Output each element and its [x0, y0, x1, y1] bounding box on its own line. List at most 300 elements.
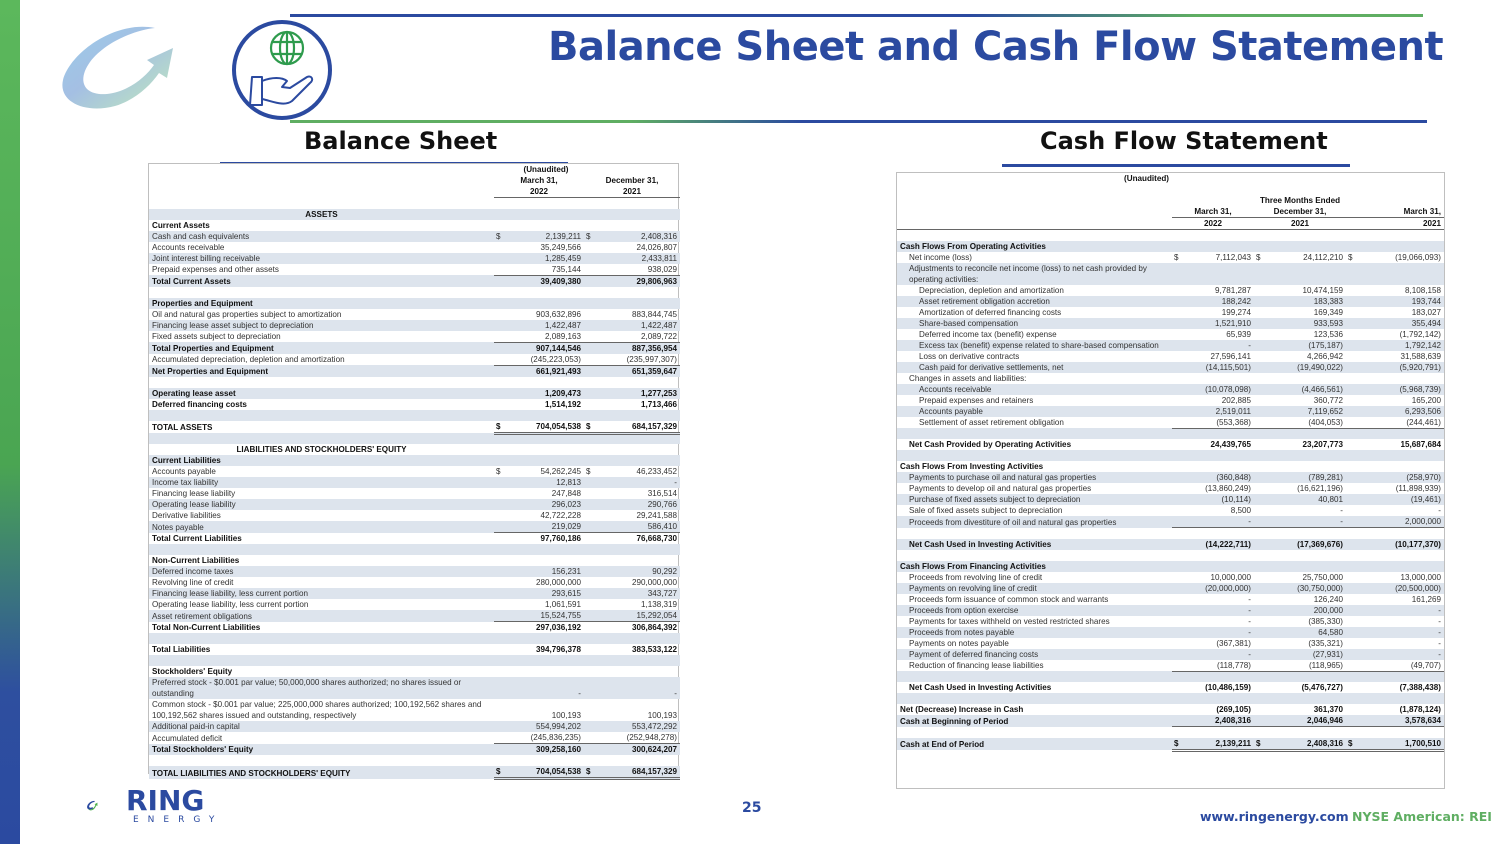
cf-value-col3: (5,920,791) [1360, 362, 1444, 373]
cf-currency-symbol [1172, 516, 1186, 528]
bs-row-label: Stockholders' Equity [152, 667, 233, 676]
bs-value-col1: - [508, 677, 584, 699]
bs-currency-symbol [584, 622, 598, 634]
bs-row [149, 622, 680, 634]
cf-value-col2: 126,240 [1313, 594, 1343, 604]
bs-row [149, 253, 680, 264]
cf-col3-heading: March 31, [1403, 207, 1441, 216]
bs-row [149, 588, 680, 599]
bs-currency-symbol [494, 732, 508, 744]
cf-value-col2: 24,112,210 [1303, 252, 1343, 262]
bs-value-col2 [598, 455, 680, 466]
bs-currency-symbol [494, 521, 508, 533]
bs-value-col1 [508, 209, 584, 220]
cf-row [897, 351, 1444, 362]
cf-currency-symbol [1172, 263, 1186, 285]
cf-currency-symbol [1346, 263, 1360, 285]
cf-value-col2: 4,266,942 [1306, 351, 1343, 361]
cf-value-col1: 24,439,765 [1210, 440, 1251, 449]
energy-logo-subtext: ENERGY [133, 815, 224, 825]
bs-currency-symbol [584, 577, 598, 588]
cf-row [897, 417, 1444, 429]
cf-currency-symbol: $ [1174, 252, 1179, 262]
cf-currency-symbol [1346, 494, 1360, 505]
bs-value-col2: 1,277,253 [598, 388, 680, 399]
cf-row-label: Net Cash Used in Investing Activities [897, 539, 1172, 550]
bs-row [149, 766, 680, 779]
cf-value-col1: (13,860,249) [1205, 484, 1251, 493]
cf-value-col3: 3,578,634 [1360, 715, 1444, 727]
cf-currency-symbol [1254, 296, 1268, 307]
cf-value-col2: 360,772 [1313, 395, 1343, 405]
cf-row-label: Payments on notes payable [909, 638, 1009, 648]
cf-col1-heading: March 31, [1194, 207, 1232, 216]
bs-currency-symbol [584, 209, 598, 220]
cf-row [897, 715, 1444, 727]
bs-value-col2: 938,029 [598, 264, 680, 276]
bs-row [149, 633, 680, 644]
bs-col1-year: 2022 [494, 186, 584, 198]
cf-value-col3: (49,707) [1360, 660, 1444, 672]
bs-value-col1: 2,139,211 [508, 231, 584, 242]
cf-row [897, 384, 1444, 395]
bs-currency-symbol [494, 599, 508, 610]
bs-col1-heading: March 31, [520, 176, 558, 185]
cf-span-label: Three Months Ended [1259, 196, 1341, 205]
cf-currency-symbol [1172, 340, 1186, 351]
bs-currency-symbol [494, 253, 508, 264]
cf-currency-symbol [1172, 539, 1186, 550]
bs-currency-symbol [494, 242, 508, 253]
cf-currency-symbol [1172, 307, 1186, 318]
cf-spacer [897, 693, 1444, 704]
cf-value-col1: 1,521,910 [1186, 318, 1254, 329]
bs-value-col1: 42,722,228 [540, 511, 581, 520]
bs-row-label: Prepaid expenses and other assets [152, 265, 279, 274]
cf-row [897, 461, 1444, 472]
left-accent-bar [0, 0, 20, 844]
cf-row [897, 693, 1444, 704]
bs-spacer [149, 633, 680, 644]
bs-row [149, 287, 680, 298]
bs-currency-symbol [584, 488, 598, 499]
cf-value-col3: - [1360, 649, 1444, 660]
bs-value-col2: 553,472,292 [598, 721, 680, 732]
bs-row [149, 577, 680, 588]
cf-currency-symbol [1254, 285, 1268, 296]
cf-value-col3: (20,500,000) [1360, 583, 1444, 594]
bs-currency-symbol [494, 354, 508, 366]
bs-row-label: Accounts receivable [152, 242, 225, 252]
cf-row-label: Sale of fixed assets subject to depreciation [909, 506, 1063, 515]
cf-value-col1: (269,105) [1216, 705, 1251, 714]
bs-currency-symbol [584, 365, 598, 377]
bs-currency-symbol: $ [584, 231, 598, 242]
cf-value-col3: - [1438, 638, 1441, 648]
cf-row-label: Loss on derivative contracts [919, 351, 1020, 361]
bs-value-col1: 309,258,160 [508, 744, 584, 756]
bs-currency-symbol [494, 209, 508, 220]
bs-row [149, 275, 680, 287]
cf-currency-symbol [1254, 616, 1268, 627]
cf-currency-symbol [1346, 638, 1360, 649]
cf-currency-symbol [1172, 572, 1186, 583]
bs-row-label: TOTAL ASSETS [152, 423, 213, 432]
cf-currency-symbol [1172, 318, 1186, 329]
bs-value-col1 [508, 455, 584, 466]
cf-row [897, 583, 1444, 594]
bs-value-col2: 306,864,392 [631, 623, 677, 632]
cf-currency-symbol [1254, 516, 1268, 528]
bs-row-label: Net Properties and Equipment [149, 365, 494, 377]
bs-row [149, 699, 680, 721]
cf-row [897, 483, 1444, 494]
cf-currency-symbol [1346, 572, 1360, 583]
cf-currency-symbol [1254, 561, 1268, 572]
cf-value-col3: (5,968,739) [1360, 384, 1444, 395]
cf-value-col1 [1186, 263, 1254, 285]
cf-value-col1: 2,519,011 [1186, 406, 1254, 417]
bs-currency-symbol [584, 599, 598, 610]
cf-currency-symbol [1254, 572, 1268, 583]
cf-value-col1 [1186, 461, 1254, 472]
cf-value-col3: (11,898,939) [1395, 484, 1441, 493]
bs-row-label: Operating lease liability, less current portion [152, 600, 309, 609]
cf-value-col3: - [1438, 506, 1441, 515]
bs-value-col1: 12,813 [508, 477, 584, 488]
cf-value-col1: - [1186, 516, 1254, 528]
cf-currency-symbol [1172, 285, 1186, 296]
cf-row [897, 406, 1444, 417]
bs-row [149, 677, 680, 699]
bs-currency-symbol [494, 477, 508, 488]
bs-currency-symbol [584, 444, 598, 455]
cf-row [897, 318, 1444, 329]
cf-currency-symbol [1346, 373, 1360, 384]
cf-currency-symbol [1172, 649, 1186, 660]
cf-row-label: Prepaid expenses and retainers [919, 395, 1034, 405]
cf-row-label: Excess tax (benefit) expense related to share-based compensation [897, 340, 1172, 351]
cf-value-col2: 123,536 [1313, 329, 1343, 339]
cf-currency-symbol [1254, 660, 1268, 672]
cf-currency-symbol [1346, 329, 1360, 340]
bs-row-label: Income tax liability [149, 477, 494, 488]
cf-row-label: Cash paid for derivative settlements, net [897, 362, 1172, 373]
cf-currency-symbol [1346, 682, 1360, 693]
cf-currency-symbol [1172, 384, 1186, 395]
bs-spacer [149, 377, 680, 388]
cf-value-col1: 199,274 [1221, 307, 1251, 317]
swirl-arrow-logo-icon [55, 18, 185, 118]
bs-value-col1 [508, 220, 584, 231]
cash-flow-title: Cash Flow Statement [1040, 127, 1328, 155]
cf-value-col1: 202,885 [1221, 395, 1251, 405]
balance-sheet-rows [149, 209, 680, 779]
cf-value-col3 [1360, 373, 1444, 384]
bs-value-col2: 1,422,487 [598, 320, 680, 331]
cf-currency-symbol [1346, 627, 1360, 638]
bs-row-label: Asset retirement obligations [149, 610, 494, 622]
bs-row-label: Common stock - $0.001 par value; 225,000,000 shares authorized; 100,192,562 shares and 100,192,562 shares issued and outstanding, respectively [152, 700, 482, 720]
cf-col1-year: 2022 [1172, 218, 1254, 230]
cf-currency-symbol [1254, 605, 1268, 616]
cf-currency-symbol [1254, 649, 1268, 660]
bs-value-col2: 2,408,316 [598, 231, 680, 242]
bs-row-label: Current Assets [152, 220, 210, 230]
cash-flow-rows [897, 241, 1444, 751]
cf-currency-symbol [1346, 660, 1360, 672]
bs-value-col2: (252,948,278) [598, 732, 680, 744]
bs-currency-symbol [584, 354, 598, 366]
bs-currency-symbol [584, 677, 598, 699]
cf-currency-symbol [1346, 616, 1360, 627]
cf-row-label: Proceeds form issuance of common stock and warrants [909, 594, 1109, 604]
bs-row [149, 655, 680, 666]
bs-value-col1: 661,921,493 [508, 365, 584, 377]
cf-currency-symbol [1254, 682, 1268, 693]
bs-currency-symbol [584, 744, 598, 756]
bs-currency-symbol [494, 499, 508, 510]
cf-row-label: Amortization of deferred financing costs [919, 307, 1062, 317]
bs-value-col1: (245,223,053) [508, 354, 584, 366]
cf-row-label: Accounts receivable [897, 384, 1172, 395]
cf-row-label: Purchase of fixed assets subject to depreciation [897, 494, 1172, 505]
bs-row [149, 721, 680, 732]
bs-currency-symbol [494, 699, 508, 721]
bs-value-col1 [508, 444, 584, 455]
cf-row [897, 340, 1444, 351]
bs-value-col2: 29,241,588 [636, 511, 677, 520]
cf-row-label: Share-based compensation [897, 318, 1172, 329]
bs-currency-symbol [584, 588, 598, 599]
cf-value-col3: (1,878,124) [1399, 705, 1441, 714]
bs-currency-symbol: $ [584, 421, 598, 434]
cf-col2-year: 2021 [1254, 218, 1346, 230]
cf-value-col2: (385,330) [1308, 616, 1343, 626]
cf-currency-symbol [1346, 483, 1360, 494]
cf-currency-symbol [1346, 384, 1360, 395]
bs-row [149, 599, 680, 610]
bs-currency-symbol [584, 477, 598, 488]
bs-row-label: Financing lease liability, less current portion [149, 588, 494, 599]
bs-row-label: Deferred financing costs [152, 399, 247, 409]
cf-value-col2: - [1340, 506, 1343, 515]
bs-row-label: Total Current Liabilities [152, 534, 242, 543]
cf-currency-symbol [1172, 417, 1186, 429]
cf-value-col1 [1186, 241, 1254, 252]
bs-value-col1: 293,615 [508, 588, 584, 599]
cf-currency-symbol [1172, 627, 1186, 638]
bs-currency-symbol [584, 721, 598, 732]
cf-row-label: Payments to develop oil and natural gas properties [909, 484, 1092, 493]
bs-row [149, 220, 680, 231]
cf-value-col2 [1268, 263, 1346, 285]
cf-value-col1: - [1248, 616, 1251, 626]
cf-value-col2: (404,053) [1268, 417, 1346, 429]
bs-currency-symbol [494, 455, 508, 466]
bs-value-col1: 247,848 [551, 489, 581, 498]
cf-value-col1: - [1248, 594, 1251, 604]
cf-value-col2: (789,281) [1268, 472, 1346, 483]
cf-currency-symbol [1254, 483, 1268, 494]
cf-value-col3: (19,461) [1360, 494, 1444, 505]
bs-value-col2: 2,089,722 [598, 331, 680, 343]
bs-value-col2: 2,433,811 [598, 253, 680, 264]
footer-website-link[interactable]: www.ringenergy.com [1200, 809, 1349, 824]
cf-row-label: Net Cash Provided by Operating Activities [909, 440, 1072, 449]
cf-currency-symbol [1172, 439, 1186, 450]
balance-sheet-grid [149, 164, 680, 780]
cf-value-col1: (20,000,000) [1186, 583, 1254, 594]
bs-row [149, 544, 680, 555]
cf-row-label: Cash Flows From Financing Activities [897, 561, 1172, 572]
cf-currency-symbol [1254, 539, 1268, 550]
cf-value-col2: 933,593 [1268, 318, 1346, 329]
bs-value-col1: 394,796,378 [535, 645, 581, 654]
bs-value-col2 [598, 555, 680, 566]
cf-value-col2: 361,370 [1313, 705, 1343, 714]
bs-spacer [149, 410, 680, 421]
cf-row [897, 362, 1444, 373]
cf-row-label: Accounts payable [897, 406, 1172, 417]
bs-row [149, 399, 680, 410]
bs-row-label: Operating lease liability [149, 499, 494, 510]
bs-value-col1: 97,760,186 [540, 534, 581, 543]
cf-spacer [897, 727, 1444, 738]
bs-value-col1: 1,061,591 [544, 600, 581, 609]
cf-spacer [897, 671, 1444, 682]
bs-currency-symbol [584, 699, 598, 721]
bs-row-label: Financing lease liability [152, 489, 236, 498]
cf-currency-symbol [1254, 241, 1268, 252]
cf-currency-symbol [1346, 505, 1360, 516]
cf-currency-symbol: $ [1348, 252, 1353, 262]
cf-row-label: Proceeds from revolving line of credit [909, 572, 1043, 582]
bs-row-label: Additional paid-in capital [149, 721, 494, 732]
cf-row-label: Proceeds from option exercise [897, 605, 1172, 616]
bs-row [149, 466, 680, 477]
bs-row-label: Cash and cash equivalents [149, 231, 494, 242]
cf-currency-symbol [1172, 616, 1186, 627]
cf-row [897, 241, 1444, 252]
cf-row [897, 638, 1444, 649]
bs-currency-symbol [584, 331, 598, 343]
bs-row [149, 510, 680, 521]
bs-value-col1: 296,023 [508, 499, 584, 510]
cf-row [897, 494, 1444, 505]
bs-value-col2: 90,292 [598, 566, 680, 577]
bs-row [149, 755, 680, 766]
bs-row [149, 388, 680, 399]
bs-currency-symbol [494, 610, 508, 622]
bs-row-label: Accumulated deficit [152, 733, 223, 743]
bs-currency-symbol [494, 275, 508, 287]
cf-value-col1: (360,848) [1186, 472, 1254, 483]
bs-spacer [149, 755, 680, 766]
bs-value-col1: 735,144 [508, 264, 584, 276]
cf-value-col3: 6,293,506 [1360, 406, 1444, 417]
bs-currency-symbol [494, 588, 508, 599]
cf-value-col3: 2,000,000 [1360, 516, 1444, 528]
cf-value-col1: - [1186, 649, 1254, 660]
cf-value-col3: 355,494 [1360, 318, 1444, 329]
bs-currency-symbol [584, 275, 598, 287]
cf-value-col2: (335,321) [1308, 638, 1343, 648]
cf-currency-symbol [1254, 307, 1268, 318]
cf-value-col1 [1186, 373, 1254, 384]
cf-value-col3: 31,588,639 [1400, 351, 1441, 361]
cf-spacer [897, 550, 1444, 561]
cf-currency-symbol [1346, 539, 1360, 550]
cf-currency-symbol [1254, 583, 1268, 594]
bs-currency-symbol [494, 677, 508, 699]
bs-spacer [149, 433, 680, 444]
cf-row-label: Proceeds from notes payable [897, 627, 1172, 638]
bs-currency-symbol: $ [494, 421, 508, 434]
bs-currency-symbol [584, 320, 598, 331]
bs-row [149, 488, 680, 499]
cf-value-col2: 40,801 [1268, 494, 1346, 505]
cf-spacer [897, 450, 1444, 461]
cf-value-col2: 2,408,316 [1268, 738, 1346, 751]
cf-value-col2: (175,187) [1268, 340, 1346, 351]
bs-row [149, 644, 680, 655]
cf-value-col2: (27,931) [1268, 649, 1346, 660]
bs-currency-symbol [584, 220, 598, 231]
cf-currency-symbol [1346, 704, 1360, 715]
bs-value-col1: 1,422,487 [508, 320, 584, 331]
cf-value-col3 [1360, 461, 1444, 472]
cf-row-label: Changes in assets and liabilities: [909, 373, 1027, 383]
bs-row [149, 354, 680, 366]
cf-value-col1: 188,242 [1186, 296, 1254, 307]
cf-row [897, 263, 1444, 285]
cf-value-col3: 1,700,510 [1360, 738, 1444, 751]
cf-value-col3: - [1360, 605, 1444, 616]
cf-row [897, 682, 1444, 693]
bs-row-label: Non-Current Liabilities [152, 556, 240, 565]
bs-currency-symbol [584, 298, 598, 309]
bs-value-col2: 887,356,954 [598, 342, 680, 354]
bs-row [149, 533, 680, 545]
bs-currency-symbol [494, 577, 508, 588]
cf-value-col3: 165,200 [1411, 395, 1441, 405]
cf-value-col3 [1360, 561, 1444, 572]
cf-row [897, 738, 1444, 751]
cf-row [897, 660, 1444, 672]
bs-row [149, 242, 680, 253]
bs-spacer [149, 655, 680, 666]
cf-currency-symbol [1254, 417, 1268, 429]
bs-row [149, 421, 680, 434]
cf-currency-symbol [1254, 340, 1268, 351]
bs-value-col2: 290,766 [598, 499, 680, 510]
cf-value-col3: (19,066,093) [1395, 252, 1441, 262]
bs-currency-symbol [494, 510, 508, 521]
cf-value-col1: 10,000,000 [1210, 572, 1251, 582]
cf-row-label: Net income (loss) [909, 252, 972, 262]
balance-sheet-title: Balance Sheet [304, 127, 498, 155]
cf-currency-symbol [1172, 483, 1186, 494]
cf-row [897, 307, 1444, 318]
cf-currency-symbol [1254, 373, 1268, 384]
cf-currency-symbol [1254, 472, 1268, 483]
cf-value-col2 [1268, 373, 1346, 384]
cf-row [897, 605, 1444, 616]
bs-currency-symbol [584, 309, 598, 320]
page-number: 25 [742, 800, 762, 816]
bs-currency-symbol [584, 644, 598, 655]
